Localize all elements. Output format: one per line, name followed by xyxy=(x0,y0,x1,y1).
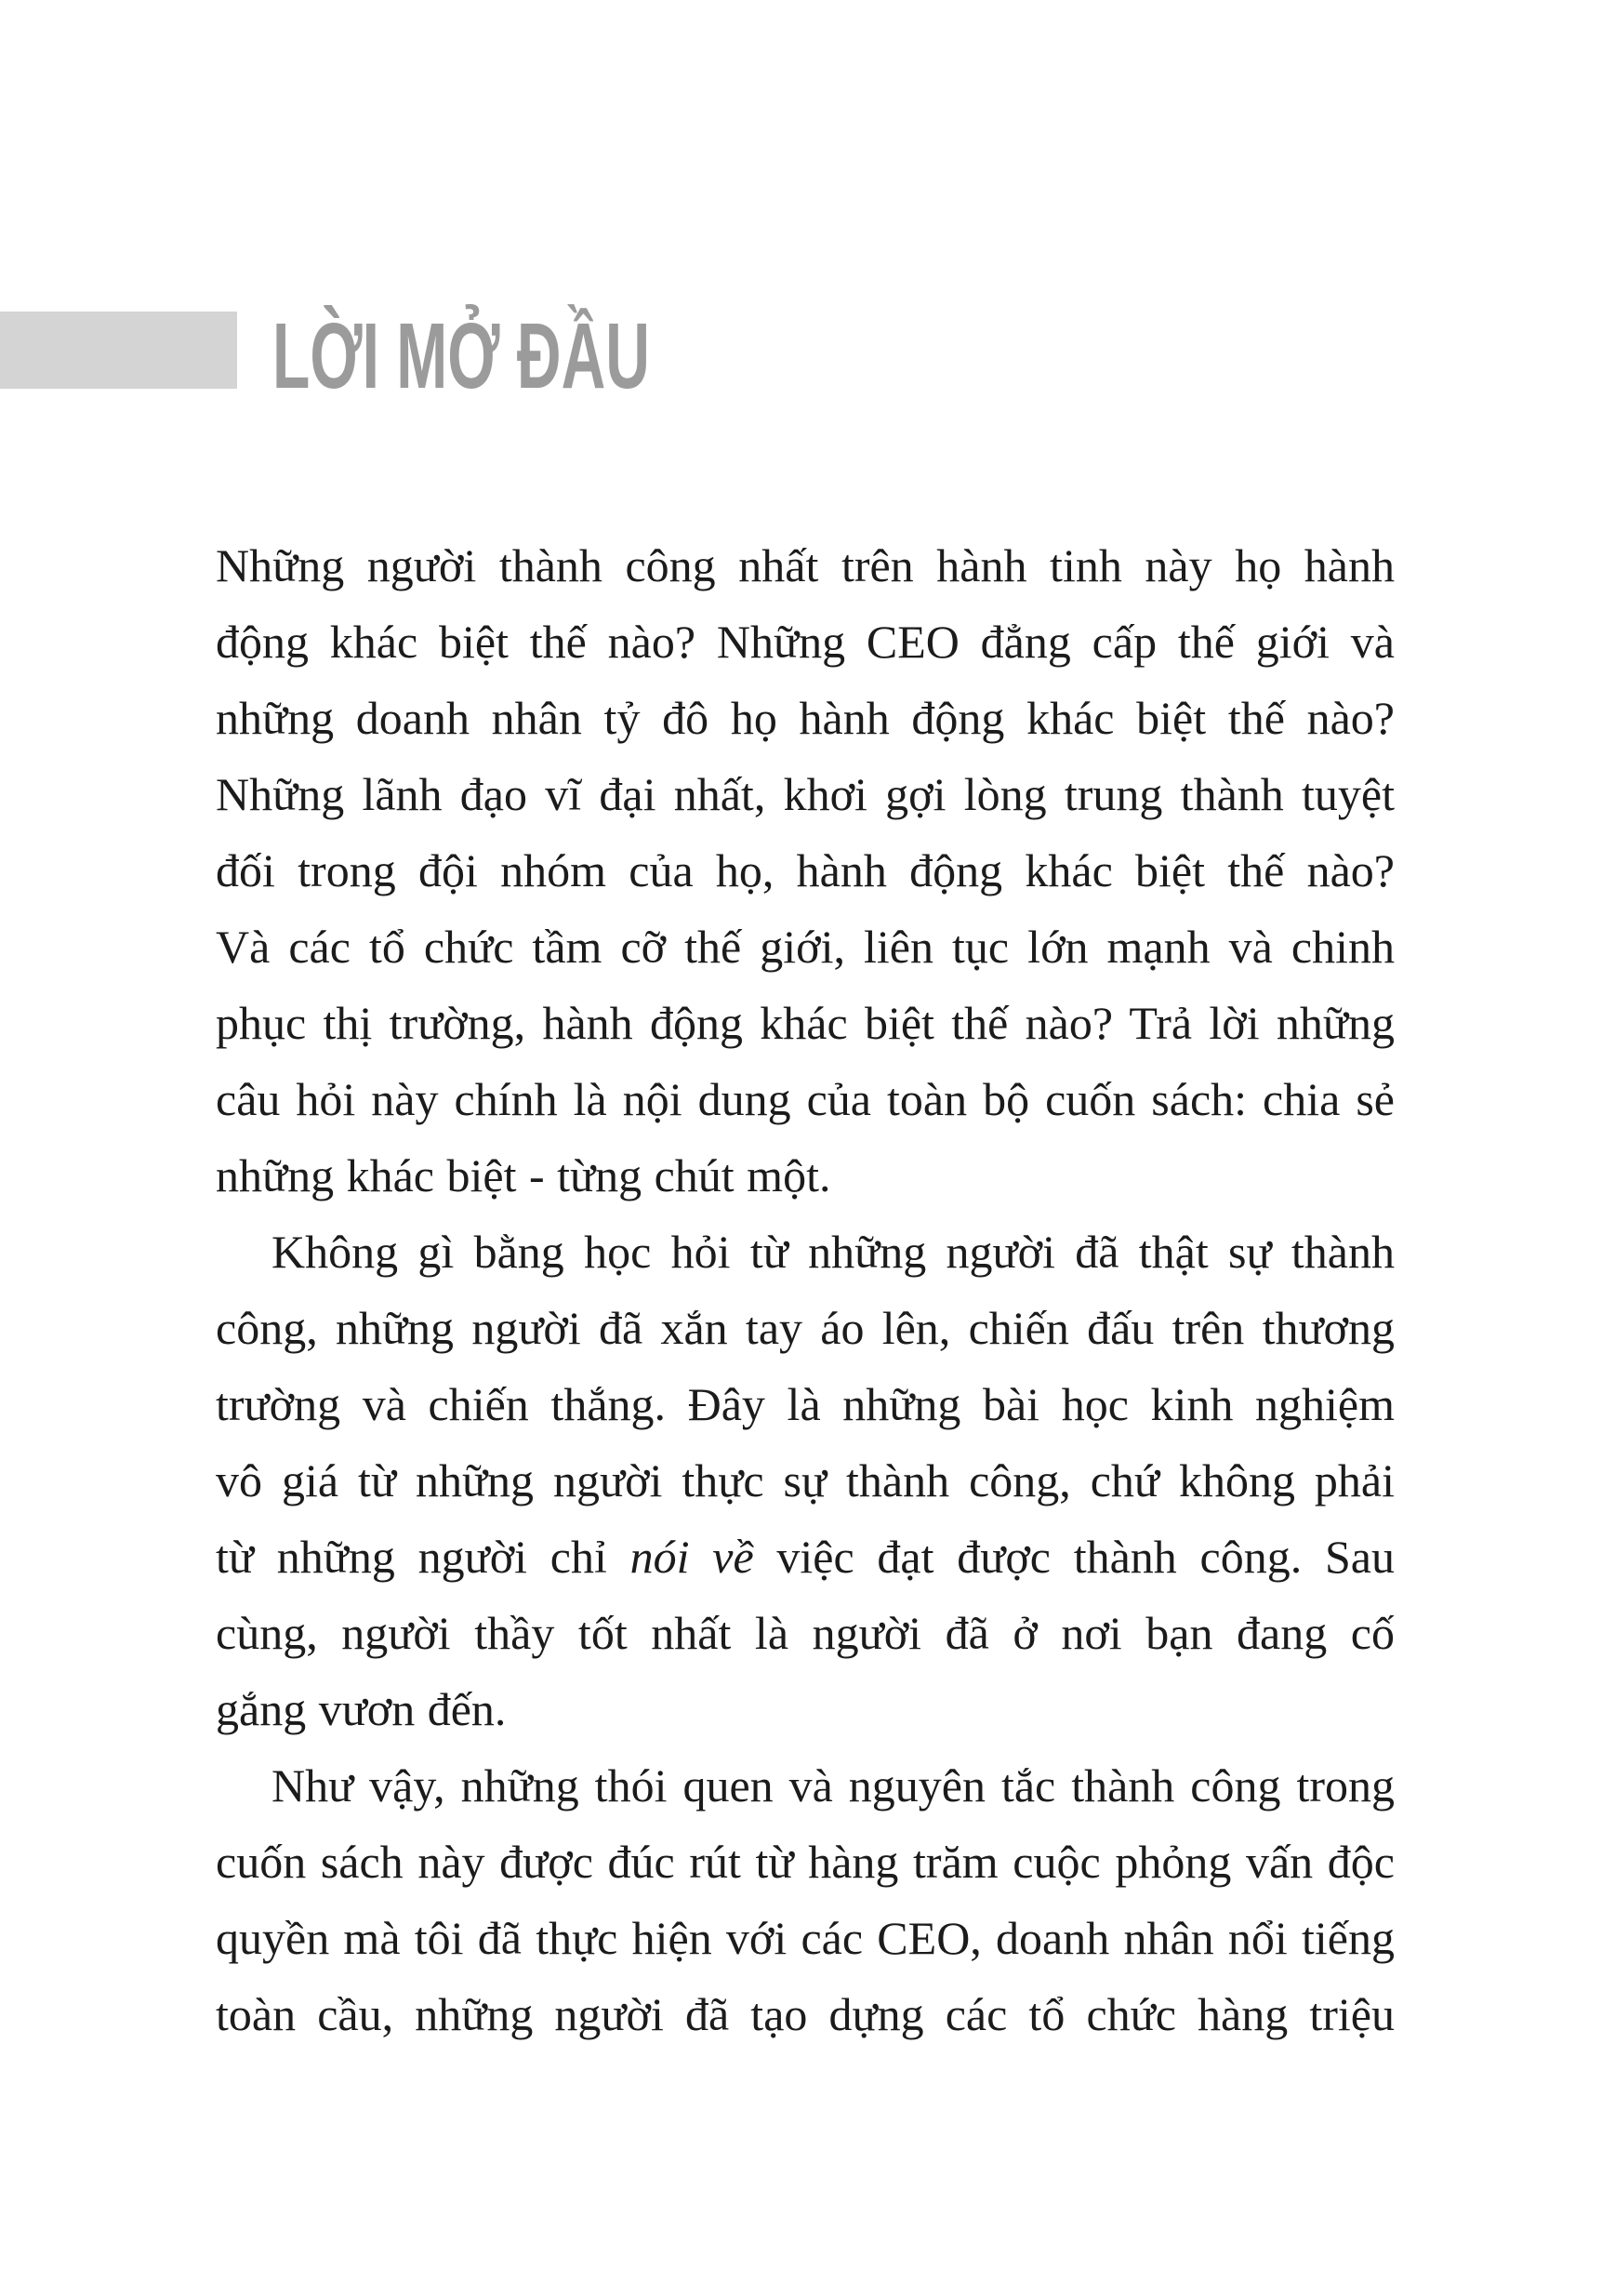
text-line xyxy=(216,1366,1395,1442)
text-segment: công, những người đã xắn tay áo lên, chiến đấu trên thương xyxy=(216,1302,1395,1354)
text-segment: Không gì bằng học hỏi từ những người đã thật sự thành xyxy=(271,1226,1395,1278)
text-line xyxy=(216,1214,1395,1290)
text-segment: Những người thành công nhất trên hành tinh này họ hành xyxy=(216,539,1395,591)
text-line xyxy=(216,1595,1395,1671)
text-segment: gắng vươn đến. xyxy=(216,1683,507,1735)
text-line xyxy=(216,756,1395,832)
text-segment: những khác biệt - từng chút một. xyxy=(216,1149,831,1201)
text-line xyxy=(216,680,1395,756)
text-segment: cuốn sách này được đúc rút từ hàng trăm cuộc phỏng vấn độc xyxy=(216,1836,1395,1888)
text-line xyxy=(216,909,1395,985)
text-segment: trường và chiến thắng. Đây là những bài học kinh nghiệm xyxy=(216,1378,1395,1430)
text-segment: động khác biệt thế nào? Những CEO đẳng cấp thế giới và xyxy=(216,616,1395,668)
text-line xyxy=(216,1290,1395,1366)
text-segment: đối trong đội nhóm của họ, hành động khác biệt thế nào? xyxy=(216,844,1395,896)
text-line xyxy=(216,985,1395,1061)
text-segment: vô giá từ những người thực sự thành công, chứ không phải xyxy=(216,1454,1395,1506)
text-segment: việc đạt được thành công. Sau xyxy=(753,1531,1396,1583)
text-line xyxy=(216,1671,1395,1747)
text-line xyxy=(216,1442,1395,1519)
text-segment: từ những người chỉ xyxy=(216,1531,630,1583)
paragraph xyxy=(216,527,1395,1214)
text-line xyxy=(216,1900,1395,1976)
text-line xyxy=(216,1061,1395,1137)
text-line xyxy=(216,527,1395,604)
text-segment: những doanh nhân tỷ đô họ hành động khác biệt thế nào? xyxy=(216,692,1395,744)
text-line xyxy=(216,1976,1395,2052)
text-segment: Như vậy, những thói quen và nguyên tắc thành công trong xyxy=(271,1759,1395,1812)
text-segment: cùng, người thầy tốt nhất là người đã ở nơi bạn đang cố xyxy=(216,1607,1395,1659)
heading-accent-bar xyxy=(0,312,237,389)
text-segment: câu hỏi này chính là nội dung của toàn bộ cuốn sách: chia sẻ xyxy=(216,1073,1395,1125)
text-segment: quyền mà tôi đã thực hiện với các CEO, doanh nhân nổi tiếng xyxy=(216,1912,1395,1964)
text-segment: Và các tổ chức tầm cỡ thế giới, liên tục lớn mạnh và chinh xyxy=(216,921,1395,973)
text-line xyxy=(216,1519,1395,1595)
page-heading: LỜI MỞ ĐẦU xyxy=(272,304,650,408)
text-line xyxy=(216,1824,1395,1900)
paragraph xyxy=(216,1214,1395,1747)
text-line xyxy=(216,1747,1395,1824)
text-segment: Những lãnh đạo vĩ đại nhất, khơi gợi lòng trung thành tuyệt xyxy=(216,768,1395,820)
body-text xyxy=(216,527,1395,2052)
paragraph xyxy=(216,1747,1395,2052)
text-segment: phục thị trường, hành động khác biệt thế nào? Trả lời những xyxy=(216,997,1395,1049)
text-line xyxy=(216,604,1395,680)
italic-phrase: nói về xyxy=(629,1531,754,1583)
text-line xyxy=(216,1137,1395,1214)
text-line xyxy=(216,832,1395,909)
text-segment: toàn cầu, những người đã tạo dựng các tổ chức hàng triệu xyxy=(216,1988,1395,2040)
